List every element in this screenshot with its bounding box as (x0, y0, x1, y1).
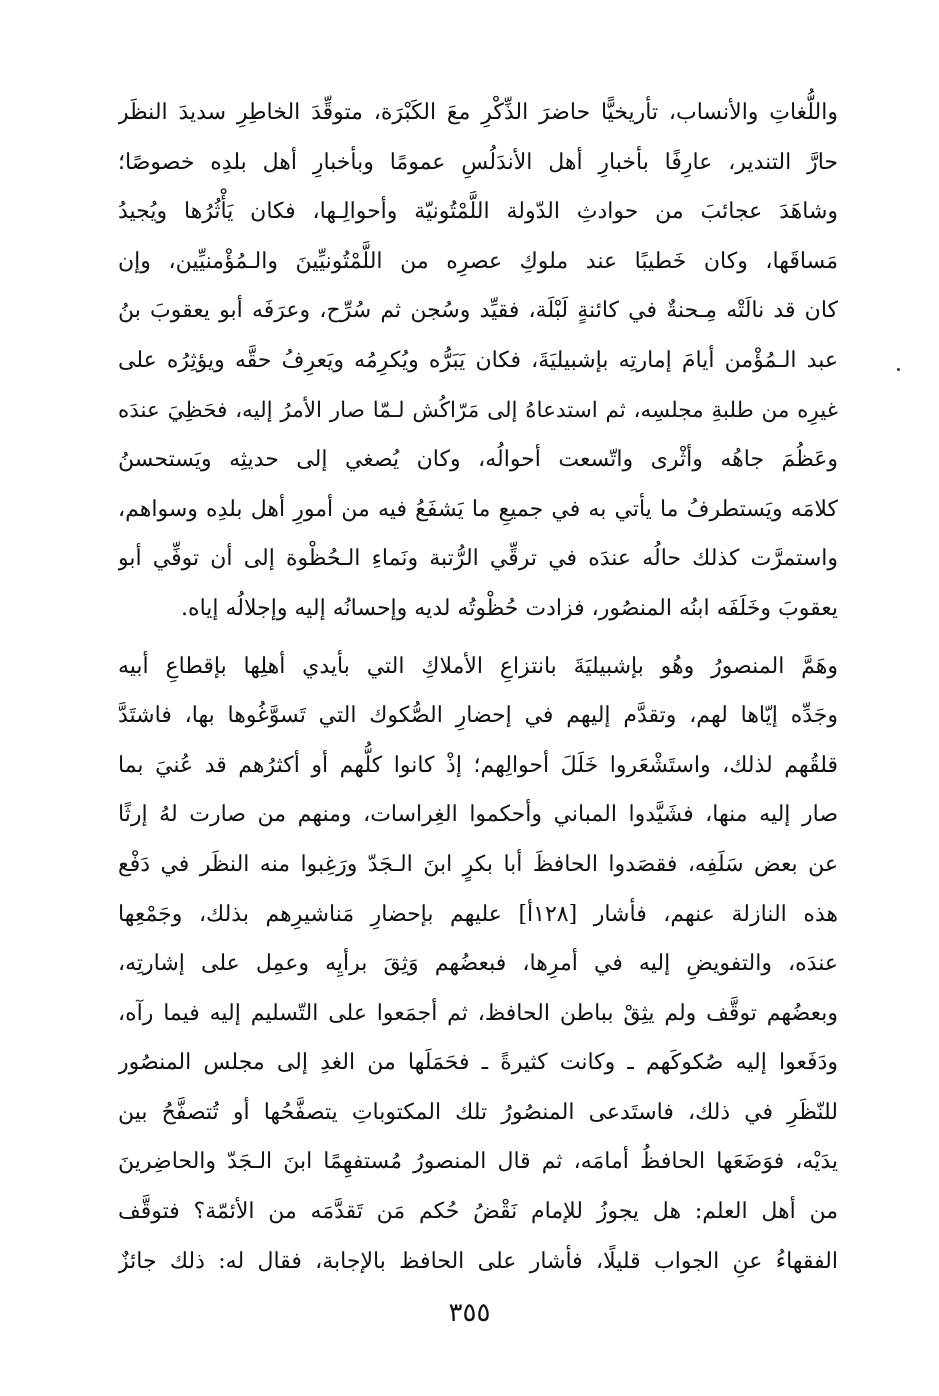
text-line: غيرِه من طلبةِ مجلسِه، ثم استدعاهُ إلى مَرّاكُش لـمّا صار الأمرُ إليه، فحَظِيَ عندَه (118, 397, 838, 423)
text-line: واستمرَّت كذلك حالُه عندَه في ترقِّي الرُّتبة ونَماءِ الـحُظْوة إلى أن توفِّي أبو (118, 546, 838, 572)
text-line: وشاهَدَ عجائبَ من حوادثِ الدّولة اللَّمْتُونيّة وأحوالِـها، فكان يَأْثُرُها ويُجيدُ (118, 199, 838, 225)
text-line: عندَه، والتفويضِ إليه في أمرِها، فبعضُهم وَثِقَ برأيِه وعمِل على إشارتِه، (118, 951, 838, 977)
text-line: كان قد نالَتْه مِـحنةٌ في كائنةٍ لَبْلَة، فقيِّد وسُجن ثم سُرِّح، وعرَفَه أبو يعقوبَ بنُ (118, 298, 838, 324)
text-line: وبعضُهم توقَّف ولم يثِقْ بباطن الحافظ، ثم أجمَعوا على التّسليم إليه فيما رآه، (118, 1000, 838, 1026)
text-line: من أهل العلم: هل يجوزُ للإمام نَقْضُ حُكم مَن تَقدَّمَه من الأئمّة؟ فتوقَّف (118, 1199, 838, 1225)
paragraph-1 (118, 88, 838, 634)
text-line: يدَيْه، فوَضَعَها الحافظُ أمامَه، ثم قال المنصورُ مُستفهِمًا ابنَ الـجَدّ والحاضِرينَ (118, 1149, 838, 1175)
scan-speck (897, 368, 900, 371)
text-line: وجَدِّه إيّاها لهم، وتقدَّم إليهم في إحضارِ الصُّكوك التي تَسوَّغُوها بها، فاشتَدَّ (118, 703, 838, 729)
text-line: عن بعض سَلَفِه، فقصَدوا الحافظَ أبا بكرٍ ابنَ الـجَدّ ورَغِبوا منه النظَر في دَفْع (118, 851, 838, 877)
page-number: ٣٥٥ (448, 1298, 491, 1328)
text-line: للنّظَرِ في ذلك، فاستَدعى المنصُورُ تلك المكتوباتِ يتصفَّحُها أو تُتصفَّحُ بين (118, 1099, 838, 1125)
text-line: الفقهاءُ عنِ الجواب قليلًا، فأشار على الحافظ بالإجابة، فقال له: ذلك جائزٌ (118, 1248, 838, 1274)
text-line: عبد الـمُؤْمن أيامَ إمارتِه بإشبيليَةَ، فكان يَبَرُّه ويُكرِمُه ويَعرِفُ حقَّه ويؤثِرُه على (118, 347, 838, 373)
text-line: قلقُهم لذلك، واستَشْعَروا خَلَلَ أحوالِهم؛ إذْ كانوا كلُّهم أو أكثرُهم قد عُنيَ بما (118, 752, 838, 778)
text-body (118, 88, 838, 1286)
text-line: هذه النازلة عنهم، فأشار [١٢٨أ] عليهم بإحضارِ مَناشيرِهم بذلك، وجَمْعِها (118, 901, 838, 927)
paragraph-2 (118, 642, 838, 1287)
text-line: مَساقَها، وكان خَطيبًا عند ملوكِ عصرِه من اللَّمْتُونيِّينَ والـمُؤْمنيِّين، وإن (118, 248, 838, 274)
text-line: حارَّ التندير، عارِفًا بأخبارِ أهل الأندَلُسِ عمومًا وبأخبارِ أهل بلدِه خصوصًا؛ (118, 149, 838, 175)
text-line: وهَمَّ المنصورُ وهُو بإشبيليَةَ بانتزاعِ الأملاكِ التي بأيدي أهلِها بإقطاعِ أبيه (118, 653, 838, 679)
paragraph-gap (118, 634, 838, 642)
text-line: يعقوبَ وخَلَفَه ابنُه المنصُور، فزادت حُظْوتُه لديه وإحسانُه إليه وإجلالُه إياه. (181, 595, 838, 621)
text-line: ودَفَعوا إليه صُكوكَهم ـ وكانت كثيرةً ـ فحَمَلَها من الغدِ إلى مجلس المنصُور (118, 1050, 838, 1076)
text-line: صار إليه منها، فشَيَّدوا المباني وأحكموا الغِراسات، ومنهم من صارت لهُ إرثًا (118, 802, 838, 828)
text-line: واللُّغاتِ والأنساب، تأريخيًّا حاضرَ الذِّكْرِ معَ الكَبْرَة، متوقِّدَ الخاطِرِ سديدَ النظَر (118, 100, 838, 125)
text-line: كلامَه ويَستطرفُ ما يأتي به في جميعِ ما يَشفَعُ فيه من أمورِ أهل بلدِه وسواهم، (118, 496, 838, 522)
text-line: وعَظُمَ جاهُه وأثْرى واتّسعت أحوالُه، وكان يُصغي إلى حديثِه ويَستحسنُ (118, 447, 838, 473)
